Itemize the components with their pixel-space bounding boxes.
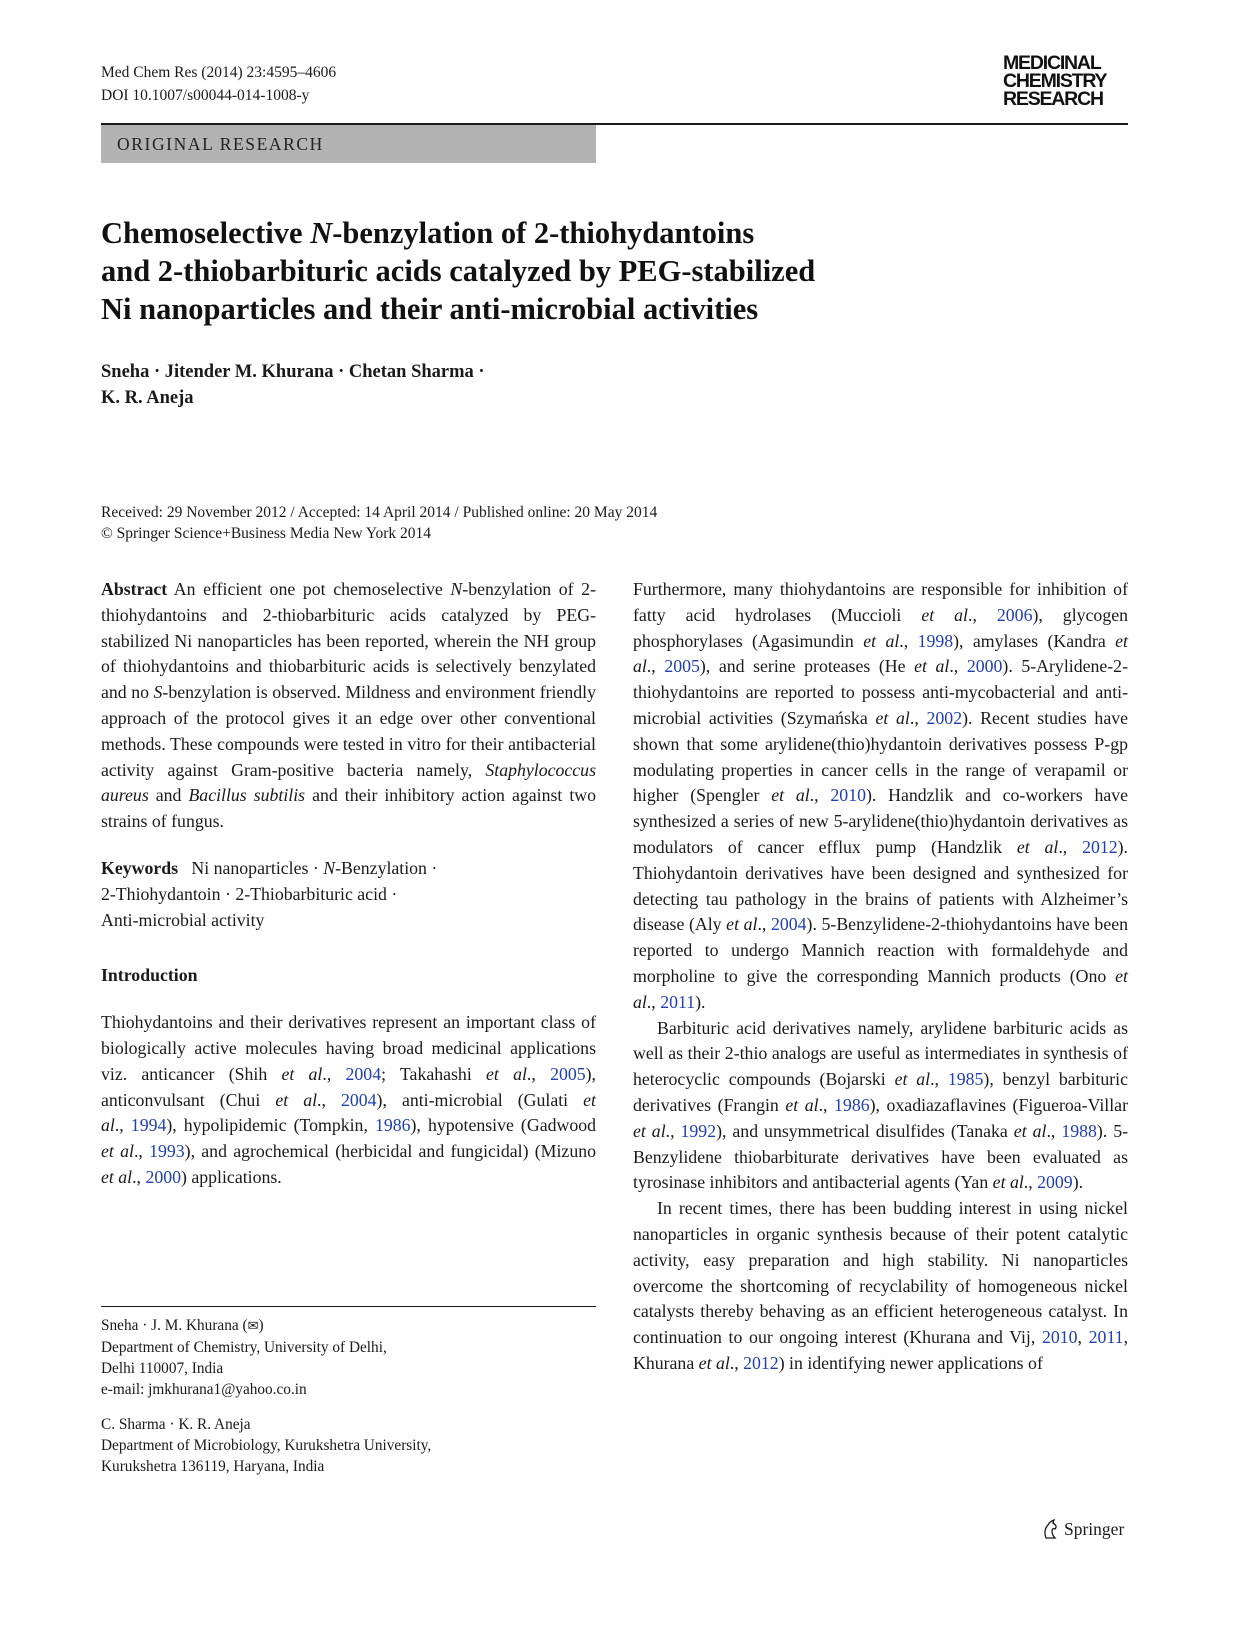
citation-link[interactable]: 2005 [664, 656, 700, 677]
right-column [633, 577, 1128, 1377]
citation-link[interactable]: 2000 [145, 1166, 182, 1187]
intro-paragraph-1: Thiohydantoins and their derivatives represent an important class of biologically active molecules having broad medicinal applications viz. anticancer (Shih et al., 2004; Takahashi et al., 2005), anticonvulsant (Chui et al., 2004), anti-microbial (Gulati et al., 1994), hypolipidemic (Tompkin, 1986), hypotensive (Gadwood et al., 1993), and agrochemical (herbicidal and fungicidal) (Mizuno et al., 2000) applications. [101, 1012, 596, 1187]
affiliation-2-names: C. Sharma · K. R. Aneja [101, 1416, 251, 1433]
envelope-icon[interactable]: ✉ [247, 1319, 259, 1334]
affiliation-1-names: Sneha · J. M. Khurana (✉) [101, 1317, 264, 1334]
citation-link[interactable]: 1988 [1061, 1120, 1097, 1141]
citation-link[interactable]: 1986 [374, 1115, 411, 1136]
author-3: Chetan Sharma [348, 362, 474, 382]
left-column [101, 577, 596, 1191]
author-1: Sneha [101, 362, 150, 382]
citation-link[interactable]: 2000 [966, 656, 1003, 677]
affiliation-2-city: Kurukshetra 136119, Haryana, India [101, 1458, 325, 1475]
affiliations [101, 1315, 596, 1477]
affiliation-1-city: Delhi 110007, India [101, 1360, 224, 1377]
citation-link[interactable]: 2006 [996, 604, 1033, 625]
logo-line-2: CHEMISTRY [1003, 70, 1107, 92]
affiliation-1-dept: Department of Chemistry, University of Delhi, [101, 1339, 387, 1356]
citation-link[interactable]: 2004 [770, 914, 807, 935]
keyword: Anti-microbial activity [101, 909, 265, 930]
citation-link[interactable]: 2010 [1041, 1327, 1078, 1348]
affiliation-1-email[interactable]: e-mail: jmkhurana1@yahoo.co.in [101, 1381, 307, 1398]
article-title [101, 214, 1001, 328]
citation-link[interactable]: 2010 [830, 785, 866, 806]
keyword: 2-Thiobarbituric acid [235, 883, 387, 904]
abstract: Abstract An efficient one pot chemoselective N-benzylation of 2-thiohydantoins and 2-thiobarbituric acids catalyzed by PEG-stabilized Ni nanoparticles has been reported, wherein the NH group of thiohydantoins and thiobarbituric acids is selectively benzylated and no S-benzylation is observed. Mildness and environment friendly approach of the protocol gives it an edge over other conventional methods. These compounds were tested in vitro for their antibacterial activity against Gram-positive bacteria namely, Staphylococcus aureus and Bacillus subtilis and their inhibitory action against two strains of fungus. [101, 579, 596, 832]
author-4: K. R. Aneja [101, 388, 194, 408]
title-line-2: and 2-thiobarbituric acids catalyzed by PEG-stabilized [101, 254, 816, 288]
keywords: Keywords Ni nanoparticles · N-Benzylation · 2-Thiohydantoin · 2-Thiobarbituric acid · Anti-microbial activity [101, 857, 438, 930]
section-label: ORIGINAL RESEARCH [101, 125, 596, 163]
intro-paragraph-3: Barbituric acid derivatives namely, arylidene barbituric acids as well as their 2-thio analogs are useful as intermediates in synthesis of heterocyclic compounds (Bojarski et al., 1985), benzyl barbituric derivatives (Frangin et al., 1986), oxadiazaflavines (Figueroa-Villar et al., 1992), and unsymmetrical disulfides (Tanaka et al., 1988). 5-Benzylidene thiobarbiturate derivatives have been evaluated as tyrosinase inhibitors and antibacterial agents (Yan et al., 2009). [633, 1017, 1129, 1193]
intro-paragraph-4: In recent times, there has been budding interest in using nickel nanoparticles in organic synthesis because of their potent catalytic activity, easy preparation and high stability. Ni nanoparticles overcome the shortcoming of recyclability of homogeneous nickel catalysts thereby behaving as an efficient heterogeneous catalyst. In continuation to our ongoing interest (Khurana and Vij, 2010, 2011, Khurana et al., 2012) in identifying newer applications of [633, 1198, 1129, 1373]
introduction-heading: Introduction [101, 965, 198, 986]
citation-link[interactable]: 2002 [926, 707, 963, 728]
affiliation-2-dept: Department of Microbiology, Kurukshetra University, [101, 1437, 432, 1454]
footnote-rule [101, 1306, 596, 1307]
journal-logo [1003, 54, 1128, 108]
logo-line-3: RESEARCH [1003, 88, 1103, 110]
journal-doi[interactable]: DOI 10.1007/s00044-014-1008-y [101, 87, 310, 104]
citation-link[interactable]: 1986 [834, 1094, 870, 1115]
citation-link[interactable]: 2012 [1082, 836, 1118, 857]
journal-citation: Med Chem Res (2014) 23:4595–4606 [101, 64, 337, 81]
title-line-1: Chemoselective N-benzylation of 2-thiohydantoins [101, 216, 755, 250]
citation-link[interactable]: 2009 [1037, 1172, 1073, 1193]
citation-link[interactable]: 2012 [743, 1352, 779, 1373]
publisher-footer [1040, 1518, 1124, 1540]
citation-link[interactable]: 2004 [345, 1063, 382, 1084]
citation-link[interactable]: 1992 [680, 1120, 717, 1141]
citation-link[interactable]: 1985 [947, 1069, 984, 1090]
received-date: Received: 29 November 2012 [101, 504, 287, 521]
intro-paragraph-2: Furthermore, many thiohydantoins are responsible for inhibition of fatty acid hydrolases (Muccioli et al., 2006), glycogen phosphorylases (Agasimundin et al., 1998), amylases (Kandra et al., 2005), and serine proteases (He et al., 2000). 5-Arylidene-2-thiohydantoins are reported to possess anti-mycobacterial and anti-microbial activities (Szymańska et al., 2002). Recent studies have shown that some arylidene(thio)hydantoin derivatives possess P-gp modulating properties in cancer cells in the range of verapamil or higher (Spengler et al., 2010). Handzlik and co-workers have synthesized a series of new 5-arylidene(thio)hydantoin derivatives as modulators of cancer efflux pump (Handzlik et al., 2012). Thiohydantoin derivatives have been designed and synthesized for detecting tau pathology in the brains of patients with Alzheimer’s disease (Aly et al., 2004). 5-Benzylidene-2-thiohydantoins have been reported to undergo Mannich reaction with formaldehyde and morpholine to give the corresponding Mannich products (Ono et al., 2011). [633, 579, 1129, 1012]
citation-link[interactable]: 2004 [340, 1089, 377, 1110]
logo-line-1: MEDICINAL [1003, 52, 1101, 74]
springer-horse-icon [1040, 1518, 1060, 1540]
citation-link[interactable]: 1993 [149, 1141, 185, 1162]
keyword: N-Benzylation [323, 857, 427, 878]
author-list: Sneha · Jitender M. Khurana · Chetan Sharma · K. R. Aneja [101, 362, 485, 408]
title-line-3: Ni nanoparticles and their anti-microbial activities [101, 292, 759, 326]
springer-label: Springer [1064, 1519, 1125, 1539]
keywords-label: Keywords [101, 857, 179, 878]
citation-link[interactable]: 2005 [550, 1063, 586, 1084]
copyright: © Springer Science+Business Media New York 2014 [101, 525, 432, 542]
article-history: Received: 29 November 2012 / Accepted: 14 April 2014 / Published online: 20 May 2014 © Springer Science+Business Media New York 2014 [101, 502, 901, 544]
abstract-label: Abstract [101, 579, 168, 599]
citation-link[interactable]: 2011 [660, 991, 696, 1012]
citation-link[interactable]: 1998 [917, 630, 954, 651]
citation-link[interactable]: 2011 [1088, 1327, 1124, 1348]
keyword: Ni nanoparticles [191, 857, 309, 878]
citation-link[interactable]: 1994 [130, 1115, 167, 1136]
published-date: Published online: 20 May 2014 [462, 504, 658, 521]
keyword: 2-Thiohydantoin [101, 883, 221, 904]
author-2: Jitender M. Khurana [164, 362, 334, 382]
accepted-date: Accepted: 14 April 2014 [297, 504, 451, 521]
